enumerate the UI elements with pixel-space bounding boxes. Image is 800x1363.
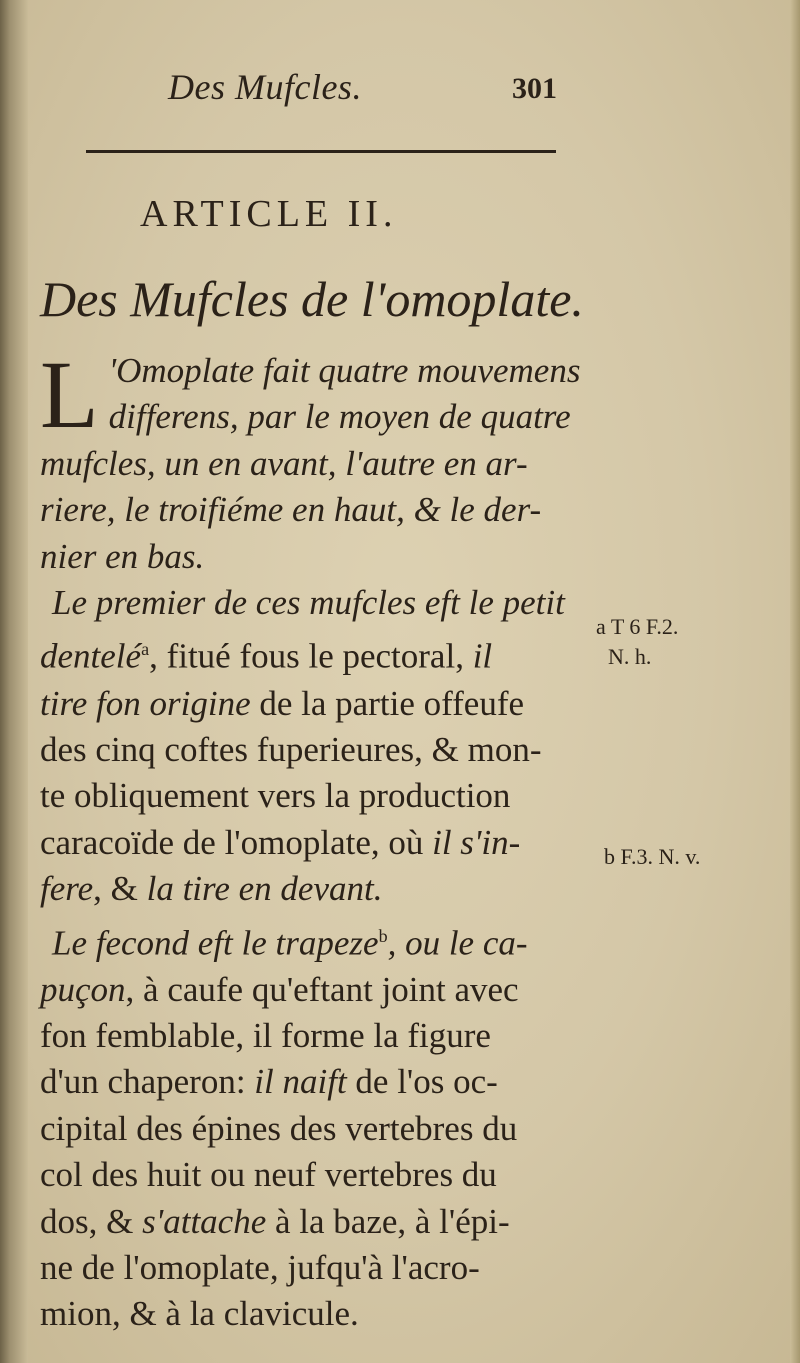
text-roman: de la partie offeufe	[250, 683, 525, 723]
text-line	[40, 1199, 600, 1245]
text-line: Le premier de ces mufcles eft le petit	[52, 583, 565, 623]
text-line	[40, 1059, 600, 1105]
running-header: Des Mufcles.	[168, 67, 362, 107]
margin-note-a	[596, 612, 776, 672]
text-line: 'Omoplate fait quatre mouvemens	[108, 351, 581, 390]
text-italic: tire fon origine	[40, 683, 251, 723]
text-line	[40, 913, 600, 967]
text-line: nier en bas.	[40, 536, 205, 576]
section-title: Des Mufcles de l'omoplate.	[40, 271, 584, 327]
text-italic: dentelé	[40, 637, 142, 677]
text-line: mion, & à la clavicule.	[40, 1294, 359, 1334]
text-line: col des huit ou neuf vertebres du	[40, 1155, 497, 1195]
text-line: riere, le troifiéme en haut, & le der-	[40, 490, 542, 530]
text-roman: dos, &	[40, 1201, 143, 1241]
text-italic: la tire en devant.	[146, 869, 383, 909]
text-italic: Le fecond eft le trapeze	[52, 923, 379, 963]
margin-note-a-line: N. h.	[608, 644, 652, 669]
text-line: cipital des épines des vertebres du	[40, 1108, 518, 1148]
text-italic: il naift	[254, 1062, 347, 1102]
text-italic: il	[472, 637, 493, 677]
text-line	[40, 626, 600, 680]
header-rule	[86, 150, 556, 153]
margin-note-a-line: a T 6 F.2.	[596, 614, 679, 639]
text-italic: s'attache	[142, 1201, 267, 1241]
text-roman: , fitué fous le pectoral,	[149, 637, 473, 677]
text-line	[40, 820, 600, 866]
page-number: 301	[512, 72, 557, 105]
text-line: fon femblable, il forme la figure	[40, 1016, 491, 1055]
drop-cap: L	[40, 341, 99, 448]
text-roman: , &	[93, 869, 147, 909]
text-roman: caracoïde de l'omoplate, où	[40, 822, 433, 862]
text-line	[40, 866, 600, 912]
text-line	[40, 681, 600, 727]
margin-note-b: b F.3. N. v.	[604, 844, 701, 869]
page-edge	[790, 0, 800, 1363]
text-italic: il s'in-	[432, 822, 521, 862]
text-line: ne de l'omoplate, jufqu'à l'acro-	[40, 1248, 480, 1288]
text-roman: d'un chaperon:	[40, 1062, 255, 1102]
footnote-ref-a: a	[141, 639, 150, 660]
text-italic: puçon	[40, 969, 126, 1009]
text-line: mufcles, un en avant, l'autre en ar-	[40, 443, 528, 483]
text-line: te obliquement vers la production	[40, 776, 511, 816]
text-roman: à la baze, à l'épi-	[266, 1201, 510, 1241]
text-line	[40, 967, 600, 1013]
text-roman: de l'os oc-	[346, 1062, 498, 1102]
text-line: differens, par le moyen de quatre	[108, 397, 571, 437]
article-heading: ARTICLE II.	[140, 193, 398, 235]
text-line: des cinq coftes fuperieures, & mon-	[40, 729, 542, 769]
page-gutter-shadow	[0, 0, 28, 1363]
text-roman: , à caufe qu'eftant joint avec	[125, 969, 519, 1009]
body-text	[40, 341, 600, 1338]
text-italic: , ou le ca-	[387, 923, 528, 963]
footnote-ref-b: b	[378, 925, 388, 946]
text-italic: fere	[40, 869, 94, 909]
